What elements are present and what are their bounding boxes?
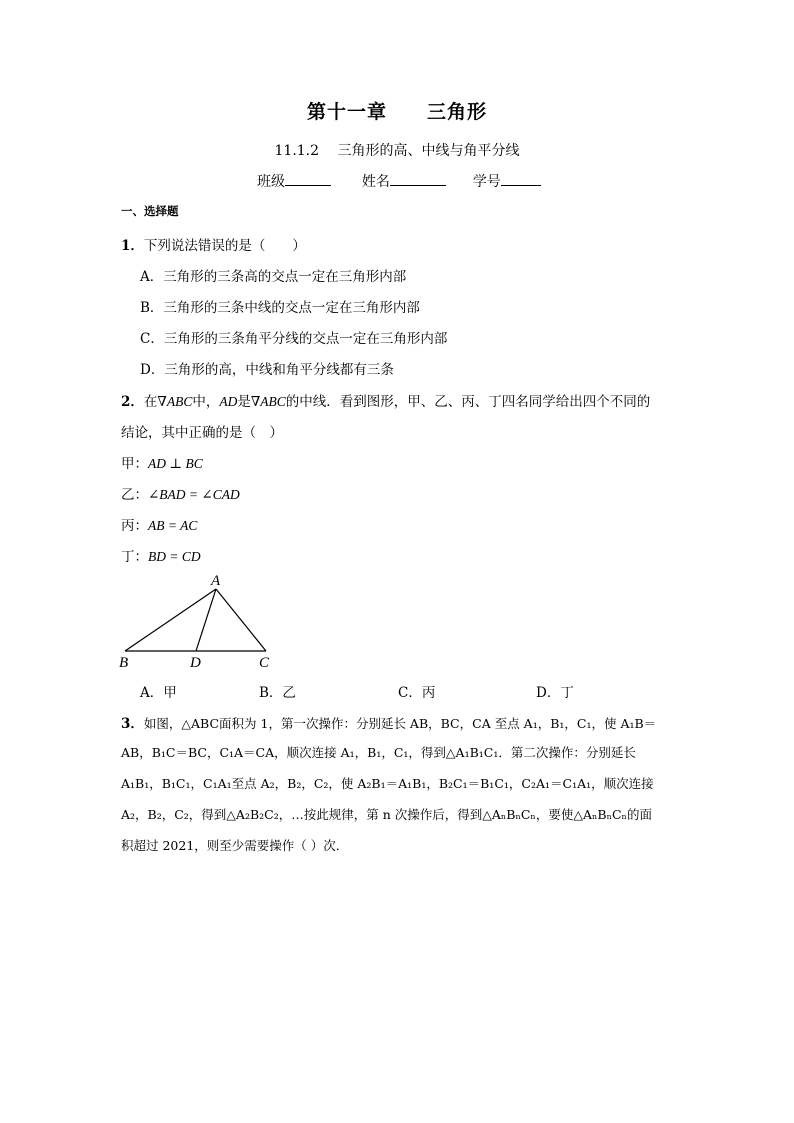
q1-stem <box>121 234 306 254</box>
claim-ding-label: 丁： <box>121 549 148 565</box>
q2-text-post: 的中线．看到图形，甲、乙、丙、丁四名同学给出四个不同的 <box>285 394 651 410</box>
q2-segment-ad: AD <box>219 394 238 409</box>
class-blank[interactable] <box>285 171 331 186</box>
student-info-row <box>257 171 541 191</box>
class-label: 班级 <box>257 174 285 190</box>
q3-number: 3． <box>121 716 144 732</box>
side-ac <box>216 589 266 651</box>
claim-jia-label: 甲： <box>121 456 148 472</box>
point-d-label: D <box>190 655 201 670</box>
q1-option-a[interactable]: A．三角形的三条高的交点一定在三角形内部 <box>140 269 407 285</box>
q2-text-mid2: 是 <box>237 394 251 410</box>
claim-ding-expr: BD = CD <box>148 549 201 564</box>
claim-jia-expr: AD ⊥ BC <box>148 456 203 471</box>
triangle-figure <box>110 570 290 670</box>
q2-claim-ding <box>121 545 201 565</box>
q3-text-1: 如图，△ABC面积为 1，第一次操作：分别延长 AB，BC，CA 至点 A₁，B₁，C₁，使 A₁B＝ <box>143 716 657 731</box>
vertex-a-label: A <box>211 573 221 589</box>
q3-line3: A₁B₁，B₁C₁，C₁A₁至点 A₂，B₂，C₂，使 A₂B₁＝A₁B₁，B₂C₁＝B₁C₁，C₂A₁＝C₁A₁，顺次连接 <box>121 776 654 791</box>
q1-text: 下列说法错误的是（ ） <box>143 238 306 254</box>
q3-line4: A₂，B₂，C₂，得到△A₂B₂C₂，…按此规律，第 n 次操作后，得到△AₙBₙCₙ，要使△AₙBₙCₙ的面 <box>121 807 652 822</box>
claim-bing-label: 丙： <box>121 518 148 534</box>
vertex-c-label: C <box>259 655 270 670</box>
q3-line5: 积超过 2021，则至少需要操作（ ）次． <box>121 838 349 853</box>
q2-stem-line1 <box>121 390 650 410</box>
id-label: 学号 <box>472 174 501 190</box>
q2-stem-line2: 结论，其中正确的是（ ） <box>121 425 283 441</box>
q2-claim-bing <box>121 514 197 534</box>
q2-option-b[interactable]: B．乙 <box>259 685 296 701</box>
q2-option-a[interactable]: A．甲 <box>140 685 177 701</box>
name-blank[interactable] <box>390 171 446 186</box>
q1-option-c[interactable]: C．三角形的三条角平分线的交点一定在三角形内部 <box>140 331 448 347</box>
q2-text-mid1: 中， <box>192 394 220 410</box>
q2-option-d[interactable]: D．丁 <box>536 685 574 701</box>
claim-bing-expr: AB = AC <box>148 518 198 533</box>
q1-number: 1． <box>121 238 144 254</box>
claim-yi-expr: ∠BAD = ∠CAD <box>148 487 240 502</box>
claim-yi-label: 乙： <box>121 487 148 503</box>
section-heading: 一、选择题 <box>121 204 179 218</box>
side-ab <box>125 589 216 651</box>
id-blank[interactable] <box>501 171 541 186</box>
q2-text-pre: 在 <box>143 394 158 410</box>
q2-claim-yi <box>121 483 240 503</box>
median-ad <box>196 589 216 651</box>
page-subtitle: 11.1.2 三角形的高、中线与角平分线 <box>274 143 520 159</box>
q2-number: 2． <box>121 394 144 410</box>
q1-option-d[interactable]: D．三角形的高，中线和角平分线都有三条 <box>140 362 394 378</box>
q3-line1 <box>121 712 656 732</box>
page-title: 第十一章 三角形 <box>306 101 487 123</box>
q2-triangle-abc: ∇ABC <box>157 394 193 409</box>
name-label: 姓名 <box>361 174 390 190</box>
q3-line2: AB，B₁C＝BC，C₁A＝CA，顺次连接 A₁，B₁，C₁，得到△A₁B₁C₁．第二次操作：分别延长 <box>121 745 636 760</box>
vertex-b-label: B <box>119 655 129 670</box>
q1-option-b[interactable]: B．三角形的三条中线的交点一定在三角形内部 <box>140 300 420 316</box>
q2-claim-jia <box>121 452 203 472</box>
q2-triangle-abc-2: ∇ABC <box>250 394 286 409</box>
q2-option-c[interactable]: C．丙 <box>398 685 436 701</box>
